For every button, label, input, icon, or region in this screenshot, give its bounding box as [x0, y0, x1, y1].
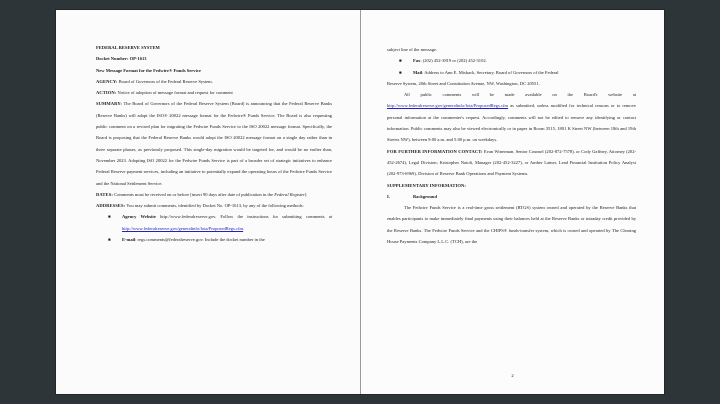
bullet-mail — [387, 67, 636, 78]
document-page-left[interactable] — [56, 10, 360, 394]
bullet-icon: ■ — [399, 58, 402, 64]
background-paragraph: The Fedwire Funds Service is a real-time gross settlement (RTGS) system owned and operated by the Reserve Banks that enables participants to make immediately final payments using their balances held at the Reserve Banks or intraday credit provided by the Reserve Banks. The Fedwire Funds Service and the CHIPS® funds-transfer system, which is owned and operated by The Clearing House Payments Company L.L.C. (TCH), are the — [387, 205, 636, 245]
right-page-content — [387, 44, 636, 247]
left-page-content — [96, 42, 332, 245]
summary-label: SUMMARY: — [96, 101, 122, 107]
subject-line-continuation: subject line of the message. — [387, 47, 438, 52]
public-comments-paragraph — [387, 89, 636, 145]
action-line — [96, 87, 332, 98]
action-label: ACTION: — [96, 90, 117, 96]
dates-label: DATES: — [96, 191, 113, 197]
agency-line — [96, 76, 332, 87]
bullet-email-label: E-mail — [122, 237, 136, 243]
action-value: Notice of adoption of message format and request for comment — [116, 90, 233, 96]
bullet-fax-label: Fax — [413, 58, 421, 64]
section-number: I. — [387, 193, 390, 199]
contact-value: Evan Winerman, Senior Counsel (202-872-7578), or Cody Gaffney, Attorney (202-452-2674), Legal Division; Kristopher Natoli, Manager (202-452-3227), or Amber Latner, Lead Financial Institution Policy Analyst (202-973-6969), Division of Reserve Bank Operations and Payment Systems. — [387, 148, 636, 177]
bullet-icon: ■ — [399, 69, 402, 75]
bullet-agency-website-text: http://www.federalreserve.gov. Follow the instructions for submitting comments at — [155, 214, 332, 220]
dates-value-tail: ]. — [304, 191, 308, 197]
section-title: Background — [413, 193, 437, 199]
page-spread — [56, 10, 664, 394]
bullet-agency-website-tail: . — [243, 225, 245, 231]
dates-value: Comments must be received on or before [insert 90 days after date of publication in the — [112, 191, 275, 197]
supplementary-information-text: SUPPLEMENTARY INFORMATION: — [387, 182, 467, 188]
document-title — [96, 65, 332, 76]
public-comments-text-before: All public comments will be made available on the Board's website at — [404, 92, 636, 98]
summary-line — [96, 98, 332, 188]
document-title-text: New Message Format for the Fedwire® Funds Service — [96, 67, 201, 73]
section-heading — [387, 191, 636, 202]
bullet-mail-label: Mail — [413, 69, 423, 75]
agency-heading-text: FEDERAL RESERVE SYSTEM — [96, 45, 160, 50]
bullet-agency-website-label: Agency Website — [122, 214, 156, 220]
page-number: 2 — [511, 373, 514, 378]
addresses-label: ADDRESSES: — [96, 203, 126, 209]
bullet-mail-text: : Address to Ann E. Misback, Secretary, Board of Governors of the Federal — [422, 69, 559, 75]
agency-value: Board of Governors of the Federal Reserve System. — [117, 78, 213, 84]
proposed-regs-link-left[interactable]: http://www.federalreserve.gov/generalinfo/foia/ProposedRegs.cfm — [122, 225, 244, 231]
federal-register-italic: Federal Register — [274, 191, 305, 197]
summary-value: The Board of Governors of the Federal Reserve System (Board) is announcing that the Federal Reserve Banks (Reserve Banks) will adopt the ISO® 20022 message format for the Fedwire® Funds Service. The Board is also requesting public comment on a revised plan for migrating the Fedwire Funds Service to the ISO 20022 message format. Specifically, the Board is proposing that the Federal Reserve Banks would adopt the ISO 20022 message format on a single day rather than in three separate phases, as previously proposed. This single-day migration would be targeted for, and would be no earlier than, November 2023. Adopting ISO 20022 for the Fedwire Funds Service is part of a broader set of strategic initiatives to enhance Federal Reserve payment services, including an initiative to potentially expand the operating hours of the Fedwire Funds Service and the National Settlement Service. — [96, 101, 332, 186]
contact-label: FOR FURTHER INFORMATION CONTACT: — [387, 148, 483, 154]
agency-label: AGENCY: — [96, 78, 118, 84]
bullet-icon: ■ — [108, 214, 111, 220]
docket-number — [96, 53, 332, 64]
document-page-right[interactable] — [360, 10, 664, 394]
dates-line — [96, 189, 332, 200]
mail-address-continuation: Reserve System, 20th Street and Constitution Avenue, NW, Washington, DC 20551. — [387, 80, 540, 86]
addresses-line — [96, 200, 332, 211]
bullet-email-text: : regs.comments@federalreserve.gov. Include the docket number in the — [135, 237, 265, 243]
contact-line — [387, 146, 636, 180]
agency-heading — [96, 42, 332, 53]
bullet-email — [96, 234, 332, 245]
public-comments-text-after: as submitted, unless modified for technical reasons or to remove personal information at the commenter's request. Accordingly, comments will not be edited to remove any identifying or contact information. Public comments may also be viewed electronically or in paper in Room 3515, 1801 K Street NW (between 18th and 19th Streets NW), between 9:00 a.m. and 5:00 p.m. on weekdays. — [387, 103, 636, 143]
bullet-icon: ■ — [108, 237, 111, 243]
proposed-regs-link-right[interactable]: http://www.federalreserve.gov/generalinfo/foia/ProposedRegs.cfm — [387, 103, 509, 109]
addresses-value: You may submit comments, identified by Docket No. OP-1613, by any of the following methods: — [125, 203, 304, 209]
docket-number-text: Docket Number: OP-1613 — [96, 56, 147, 62]
bullet-agency-website — [96, 211, 332, 234]
bullet-fax — [387, 55, 636, 66]
bullet-fax-text: : (202) 452-3819 or (202) 452-3102. — [420, 58, 487, 64]
supplementary-information-heading — [387, 180, 636, 191]
